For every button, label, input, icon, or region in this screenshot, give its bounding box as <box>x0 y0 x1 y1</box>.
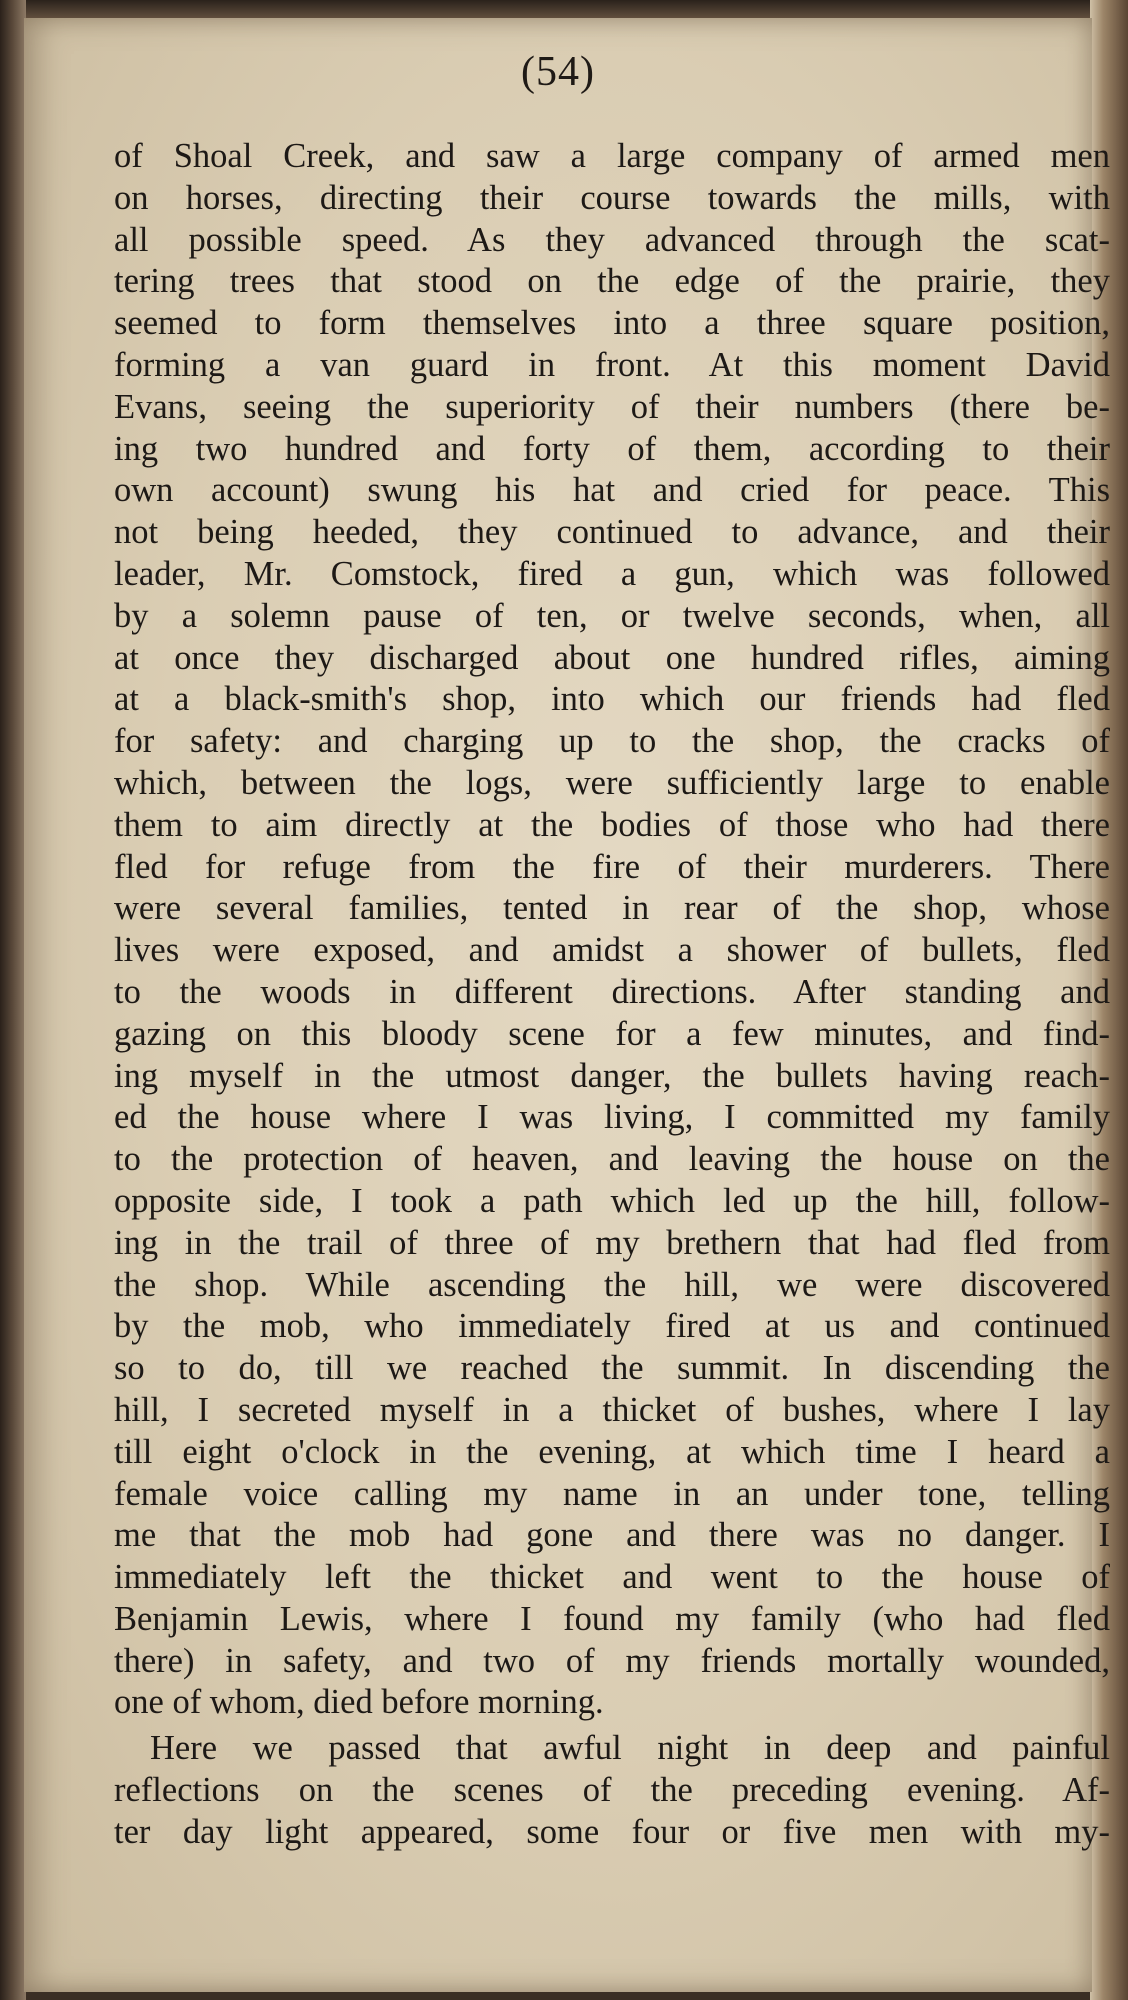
book-page <box>24 18 1110 1992</box>
text-line: at once they discharged about one hundred rifles, aiming <box>114 638 1110 677</box>
text-line: ing myself in the utmost danger, the bullets having reach- <box>114 1056 1110 1095</box>
text-line: of Shoal Creek, and saw a large company of armed men <box>114 137 1110 175</box>
text-line: opposite side, I took a path which led up the hill, follow- <box>114 1181 1110 1220</box>
text-line: female voice calling my name in an under tone, telling <box>114 1474 1110 1513</box>
text-line: so to do, till we reached the summit. In discending the <box>114 1349 1110 1388</box>
text-line: ing in the trail of three of my brethern that had fled from <box>114 1223 1110 1262</box>
text-line: ing two hundred and forty of them, according to their <box>114 429 1110 468</box>
text-line: which, between the logs, were sufficiently large to enable <box>114 763 1110 802</box>
text-line: Evans, seeing the superiority of their numbers (there be- <box>114 387 1110 426</box>
text-line: tering trees that stood on the edge of the prairie, they <box>114 262 1110 301</box>
text-line: hill, I secreted myself in a thicket of bushes, where I lay <box>114 1390 1110 1429</box>
text-line: ter day light appeared, some four or five men with my- <box>114 1812 1110 1851</box>
text-line: to the woods in different directions. After standing and <box>114 972 1110 1011</box>
text-line: the shop. While ascending the hill, we were discovered <box>114 1265 1110 1304</box>
text-line: till eight o'clock in the evening, at which time I heard a <box>114 1432 1110 1471</box>
text-line: Here we passed that awful night in deep and painful <box>150 1729 1110 1768</box>
text-line: ed the house where I was living, I committed my family <box>114 1098 1110 1137</box>
text-line: gazing on this bloody scene for a few minutes, and find- <box>114 1014 1110 1053</box>
text-line: were several families, tented in rear of the shop, whose <box>114 889 1110 928</box>
text-line: at a black-smith's shop, into which our friends had fled <box>114 680 1110 719</box>
text-line: own account) swung his hat and cried for peace. This <box>114 471 1110 510</box>
text-line: forming a van guard in front. At this moment David <box>114 345 1110 384</box>
page-body-text <box>114 136 1110 1854</box>
text-line: immediately left the thicket and went to the house of <box>114 1558 1110 1597</box>
text-line: one of whom, died before morning. <box>114 1683 604 1722</box>
paragraph <box>114 136 1110 1724</box>
text-line: on horses, directing their course towards the mills, with <box>114 178 1110 217</box>
text-line: fled for refuge from the fire of their murderers. There <box>114 847 1110 886</box>
text-line: reflections on the scenes of the preceding evening. Af- <box>114 1771 1110 1810</box>
text-line: to the protection of heaven, and leaving the house on the <box>114 1140 1110 1179</box>
text-line: not being heeded, they continued to advance, and their <box>114 513 1110 552</box>
text-line: seemed to form themselves into a three square position, <box>114 304 1110 343</box>
text-line: lives were exposed, and amidst a shower of bullets, fled <box>114 931 1110 970</box>
text-line: me that the mob had gone and there was no danger. I <box>114 1516 1110 1555</box>
text-line: for safety: and charging up to the shop, the cracks of <box>114 722 1110 761</box>
page-number: (54) <box>521 49 595 95</box>
text-line: there) in safety, and two of my friends mortally wounded, <box>114 1641 1110 1680</box>
text-line: by the mob, who immediately fired at us and continued <box>114 1307 1110 1346</box>
text-line: leader, Mr. Comstock, fired a gun, which was followed <box>114 554 1110 593</box>
text-line: by a solemn pause of ten, or twelve seconds, when, all <box>114 596 1110 635</box>
text-line: all possible speed. As they advanced through the scat- <box>114 220 1110 259</box>
book-spine-edge <box>0 0 26 2000</box>
text-line: Benjamin Lewis, where I found my family (who had fled <box>114 1599 1110 1638</box>
paragraph <box>114 1728 1110 1853</box>
text-line: them to aim directly at the bodies of those who had there <box>114 805 1110 844</box>
